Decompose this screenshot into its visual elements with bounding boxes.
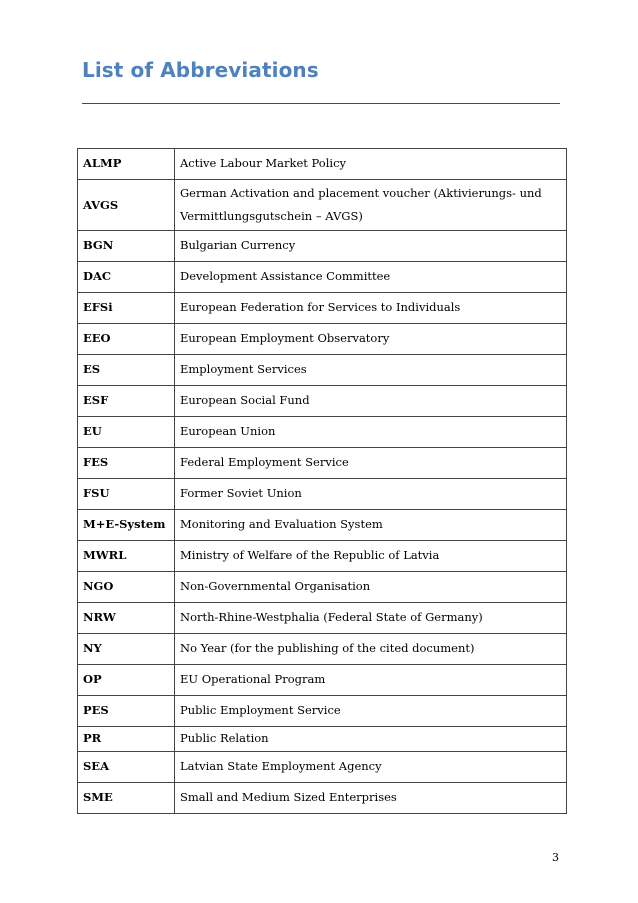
definition: European Union	[175, 417, 567, 448]
definition: Bulgarian Currency	[175, 231, 567, 262]
table-row	[78, 149, 567, 180]
definition: European Federation for Services to Individuals	[175, 293, 567, 324]
definition: Development Assistance Committee	[175, 262, 567, 293]
table-row	[78, 180, 567, 231]
definition: European Social Fund	[175, 386, 567, 417]
table-row	[78, 448, 567, 479]
page-title: List of Abbreviations	[82, 58, 319, 82]
page-number: 3	[552, 851, 559, 864]
table-row	[78, 696, 567, 727]
abbreviation: NGO	[78, 572, 175, 603]
definition: Ministry of Welfare of the Republic of Latvia	[175, 541, 567, 572]
definition: Non-Governmental Organisation	[175, 572, 567, 603]
abbreviation: PR	[78, 727, 175, 752]
table-row	[78, 386, 567, 417]
abbreviation: DAC	[78, 262, 175, 293]
abbreviation: EEO	[78, 324, 175, 355]
table-row	[78, 262, 567, 293]
abbreviation: MWRL	[78, 541, 175, 572]
definition: North-Rhine-Westphalia (Federal State of Germany)	[175, 603, 567, 634]
definition: EU Operational Program	[175, 665, 567, 696]
definition: Public Relation	[175, 727, 567, 752]
table-row	[78, 541, 567, 572]
table-row	[78, 727, 567, 752]
definition: European Employment Observatory	[175, 324, 567, 355]
abbreviation: ESF	[78, 386, 175, 417]
definition: German Activation and placement voucher (Aktivierungs- und Vermittlungsgutschein – AVGS)	[175, 180, 567, 231]
definition: Latvian State Employment Agency	[175, 752, 567, 783]
definition: Public Employment Service	[175, 696, 567, 727]
abbreviation: OP	[78, 665, 175, 696]
abbreviation: NY	[78, 634, 175, 665]
abbreviation: EFSi	[78, 293, 175, 324]
table-row	[78, 634, 567, 665]
table-row	[78, 293, 567, 324]
definition: Active Labour Market Policy	[175, 149, 567, 180]
abbreviation: SEA	[78, 752, 175, 783]
table-row	[78, 417, 567, 448]
abbreviation: AVGS	[78, 180, 175, 231]
abbreviations-table	[77, 148, 567, 814]
abbreviation: EU	[78, 417, 175, 448]
table-row	[78, 665, 567, 696]
table-row	[78, 783, 567, 814]
table-row	[78, 231, 567, 262]
abbreviation: PES	[78, 696, 175, 727]
title-underline	[82, 103, 560, 104]
abbreviation: M+E-System	[78, 510, 175, 541]
abbreviation: FES	[78, 448, 175, 479]
table-row	[78, 752, 567, 783]
abbreviation: FSU	[78, 479, 175, 510]
definition: Employment Services	[175, 355, 567, 386]
table-row	[78, 603, 567, 634]
definition: Federal Employment Service	[175, 448, 567, 479]
abbreviation: BGN	[78, 231, 175, 262]
abbreviation: NRW	[78, 603, 175, 634]
table-row	[78, 355, 567, 386]
table-row	[78, 510, 567, 541]
abbreviation: SME	[78, 783, 175, 814]
table-row	[78, 572, 567, 603]
definition: Monitoring and Evaluation System	[175, 510, 567, 541]
abbreviation: ES	[78, 355, 175, 386]
table-row	[78, 479, 567, 510]
abbreviation: ALMP	[78, 149, 175, 180]
definition: No Year (for the publishing of the cited document)	[175, 634, 567, 665]
definition: Small and Medium Sized Enterprises	[175, 783, 567, 814]
table-row	[78, 324, 567, 355]
definition: Former Soviet Union	[175, 479, 567, 510]
